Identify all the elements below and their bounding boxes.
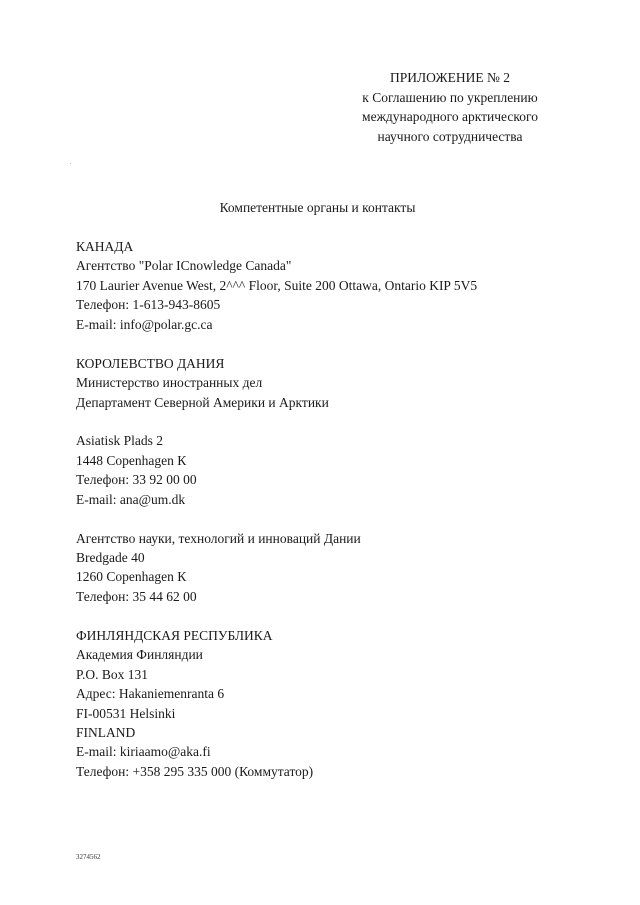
annex-subtitle-line-3: научного сотрудничества <box>377 128 523 144</box>
address-line: Адрес: Hakaniemenranta 6 <box>76 686 225 702</box>
section-canada <box>76 237 616 334</box>
country-heading: ФИНЛЯНДСКАЯ РЕСПУБЛИКА <box>76 627 273 643</box>
city-line: 1448 Copenhagen К <box>76 452 187 468</box>
annex-subtitle-line-1: к Соглашению по укреплению <box>362 89 538 105</box>
department-name: Департамент Северной Америки и Арктики <box>76 394 329 410</box>
section-denmark-agency <box>76 529 616 607</box>
document-code: 3274562 <box>76 853 101 861</box>
contacts-body <box>76 237 616 781</box>
ministry-name: Министерство иностранных дел <box>76 375 263 391</box>
address-line: Asiatisk Plads 2 <box>76 433 164 449</box>
phone-line: Телефон: 33 92 00 00 <box>76 472 197 488</box>
annex-subtitle-line-2: международного арктического <box>362 109 538 124</box>
section-spacer <box>76 412 616 431</box>
email-line: E-mail: info@polar.gc.ca <box>76 316 213 332</box>
country-line: FINLAND <box>76 724 136 740</box>
annex-header <box>340 68 560 146</box>
email-line: E-mail: kiriaamo@aka.fi <box>76 744 211 760</box>
city-line: 1260 Copenhagen К <box>76 569 187 585</box>
section-finland <box>76 626 616 782</box>
agency-name: Академия Финляндии <box>76 647 203 663</box>
section-spacer <box>76 509 616 528</box>
document-title: Компетентные органы и контакты <box>219 200 416 215</box>
section-spacer <box>76 606 616 625</box>
section-denmark <box>76 354 616 412</box>
city-line: FI-00531 Helsinki <box>76 705 176 721</box>
email-line: E-mail: ana@um.dk <box>76 491 186 507</box>
po-box-line: P.O. Box 131 <box>76 666 149 682</box>
phone-line: Телефон: 1-613-943-8605 <box>76 297 221 313</box>
country-heading: КОРОЛЕВСТВО ДАНИЯ <box>76 355 225 371</box>
scan-speck <box>70 163 71 164</box>
phone-line: Телефон: 35 44 62 00 <box>76 588 197 604</box>
address-line: Bredgade 40 <box>76 550 145 565</box>
address-line: 170 Laurier Avenue West, 2^^^ Floor, Suite 200 Ottawa, Ontario KIP 5V5 <box>76 277 478 293</box>
country-heading: КАНАДА <box>76 239 134 254</box>
section-denmark-address <box>76 431 616 509</box>
agency-name: Агентство "Polar ICnowledge Canada" <box>76 258 292 274</box>
agency-name: Агентство науки, технологий и инноваций Дании <box>76 530 361 546</box>
phone-line: Телефон: +358 295 335 000 (Коммутатор) <box>76 763 314 779</box>
section-spacer <box>76 334 616 353</box>
annex-number: ПРИЛОЖЕНИЕ № 2 <box>389 70 511 85</box>
